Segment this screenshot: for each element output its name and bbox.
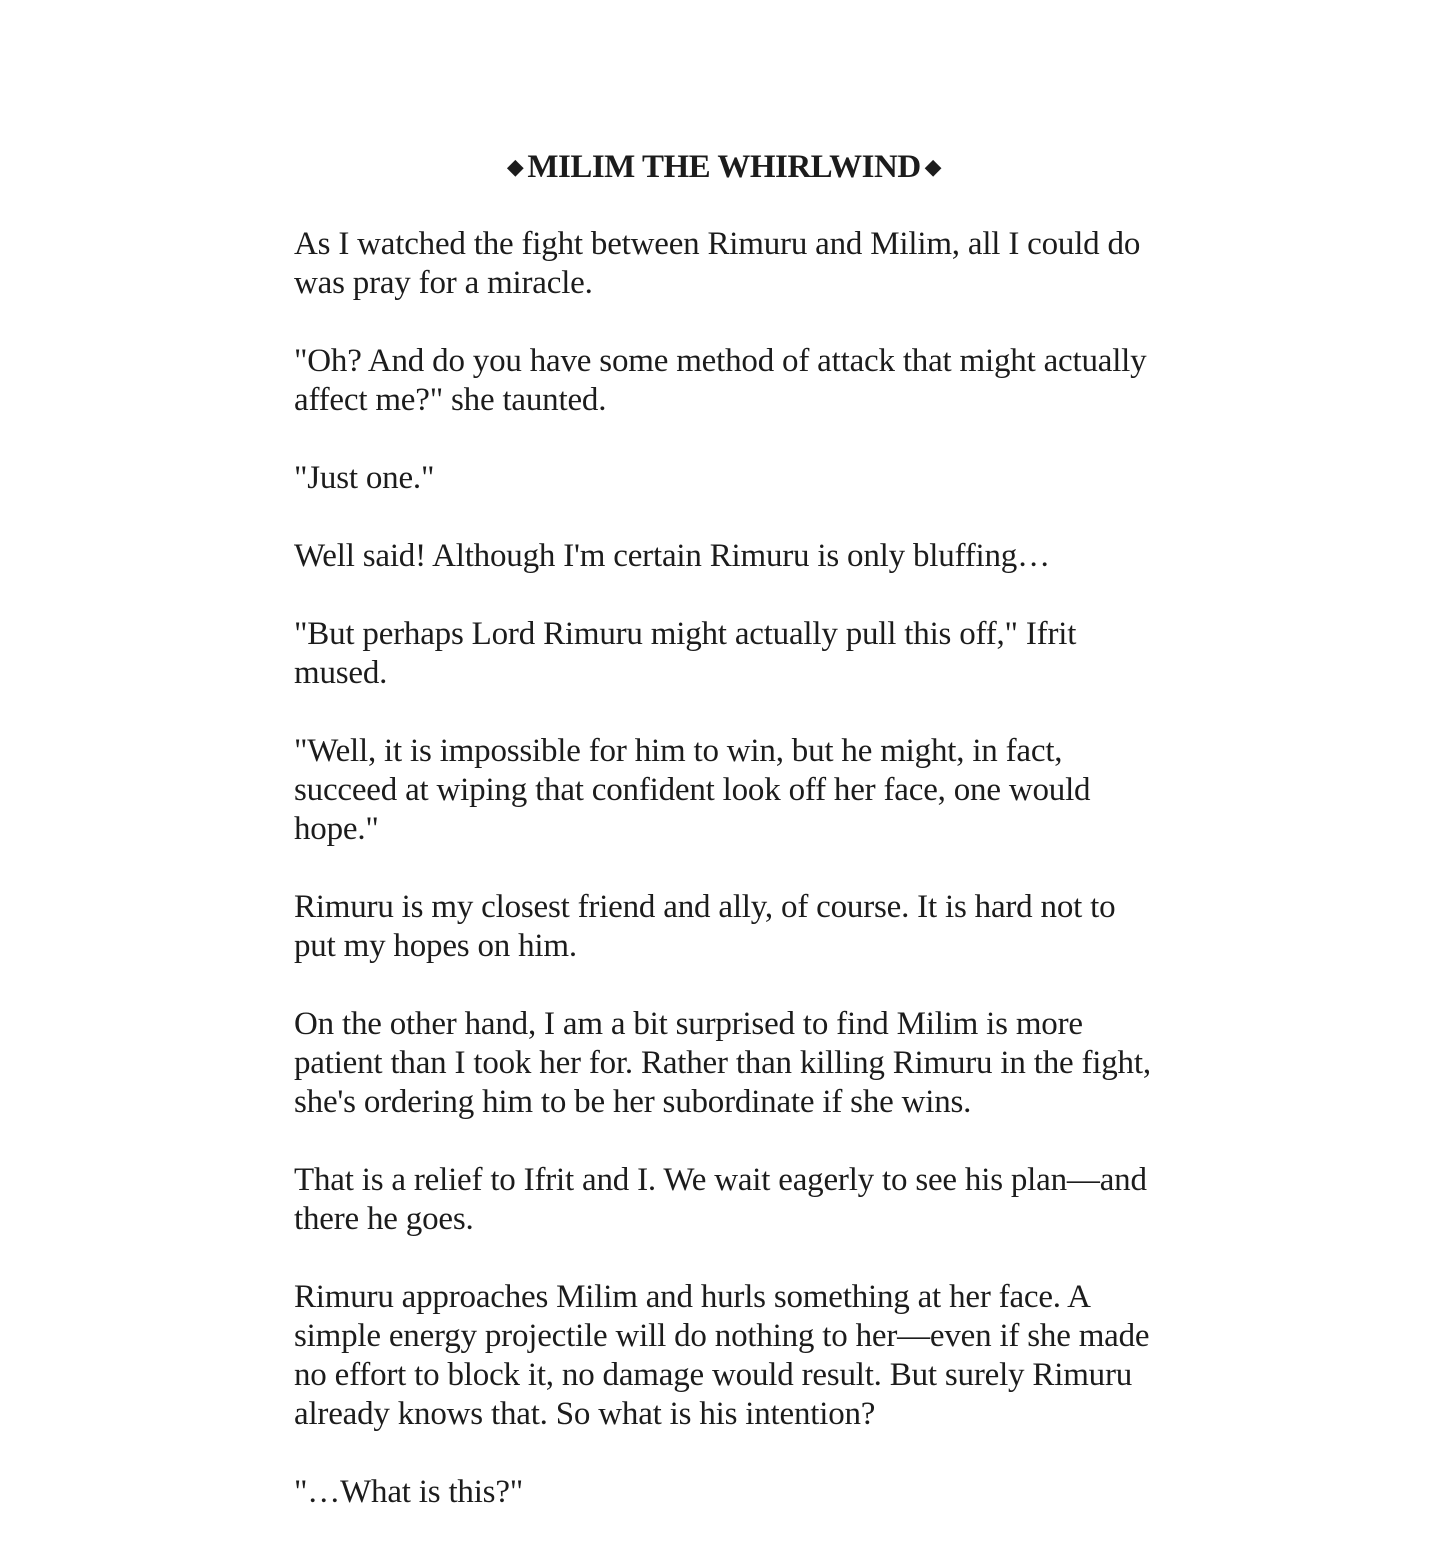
diamond-ornament-left-icon: ◆	[506, 154, 524, 179]
paragraph: "But perhaps Lord Rimuru might actually pull this off," Ifrit mused.	[294, 616, 1077, 691]
paragraph: Well said! Although I'm certain Rimuru is only bluffing…	[294, 538, 1050, 574]
page-content	[294, 145, 1154, 1551]
paragraph: "…What is this?"	[294, 1474, 524, 1510]
paragraph: "Just one."	[294, 460, 435, 496]
paragraph: As I watched the fight between Rimuru and Milim, all I could do was pray for a miracle.	[294, 226, 1141, 301]
chapter-title-text: MILIM THE WHIRLWIND	[527, 149, 921, 185]
paragraph: "Oh? And do you have some method of attack that might actually affect me?" she taunted.	[294, 343, 1147, 418]
paragraph: That is a relief to Ifrit and I. We wait eagerly to see his plan—and there he goes.	[294, 1162, 1147, 1237]
diamond-ornament-right-icon: ◆	[924, 154, 942, 179]
paragraph: "Well, it is impossible for him to win, but he might, in fact, succeed at wiping that confident look off her face, one would hope."	[294, 733, 1091, 847]
chapter-title	[294, 145, 1154, 189]
paragraph: Rimuru approaches Milim and hurls something at her face. A simple energy projectile will do nothing to her—even if she made no effort to block it, no damage would result. But surely Rimuru already knows that. So what is his intention?	[294, 1279, 1150, 1432]
paragraph: Rimuru is my closest friend and ally, of course. It is hard not to put my hopes on him.	[294, 889, 1116, 964]
paragraph: On the other hand, I am a bit surprised to find Milim is more patient than I took her for. Rather than killing Rimuru in the fight, she's ordering him to be her subordinate if she wins.	[294, 1006, 1151, 1120]
